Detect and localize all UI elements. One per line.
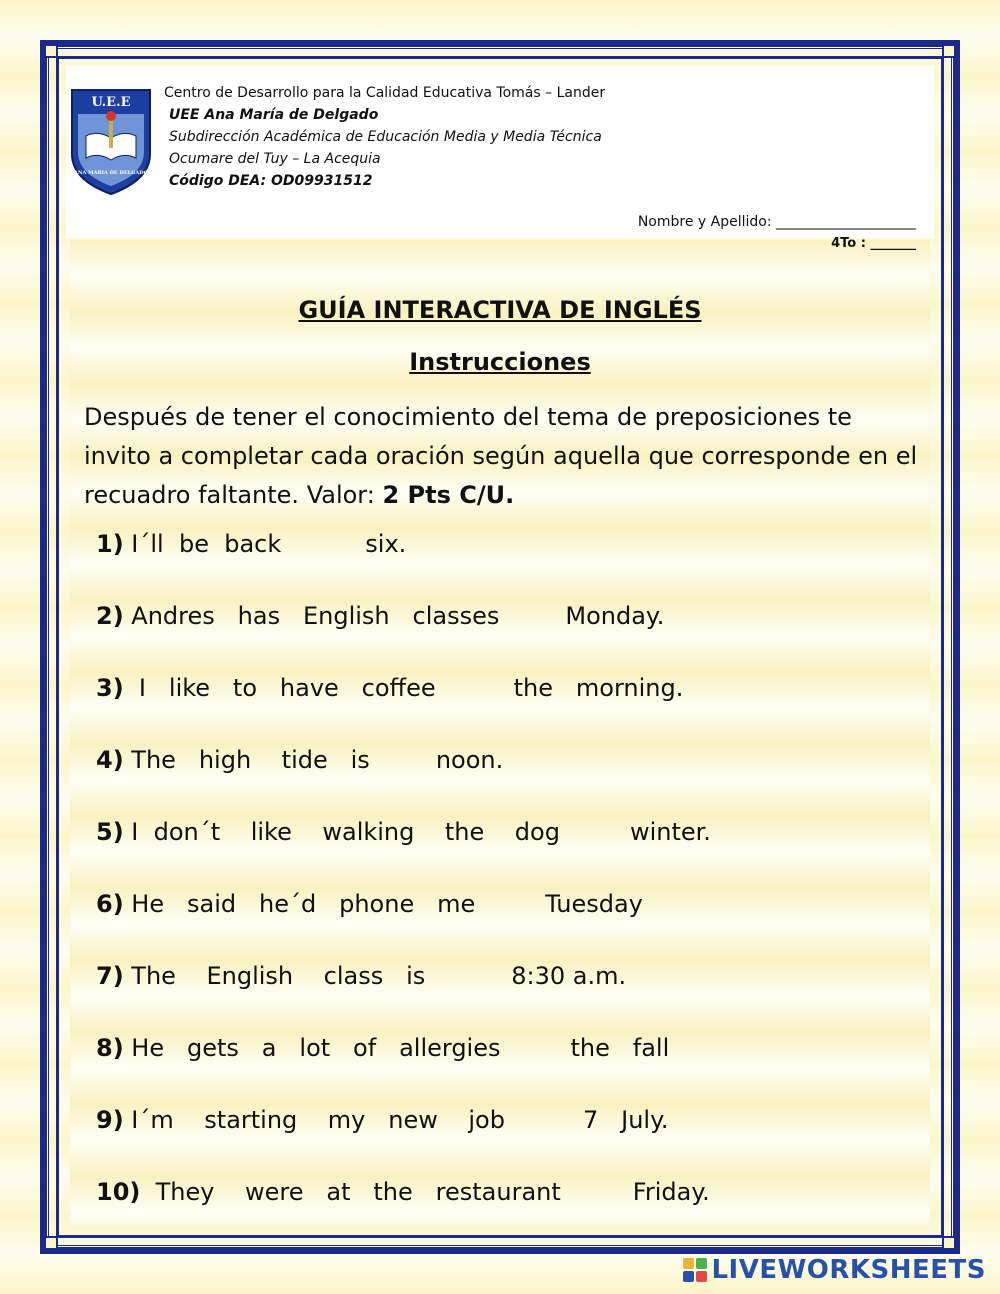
school-name: UEE Ana María de Delgado bbox=[169, 107, 379, 123]
question-text-after: Friday. bbox=[632, 1178, 710, 1206]
question-text-after: six. bbox=[365, 530, 407, 558]
answer-input[interactable] bbox=[475, 892, 545, 918]
answer-input[interactable] bbox=[560, 820, 630, 846]
question-text-before: They were at the restaurant bbox=[140, 1178, 561, 1206]
answer-input[interactable] bbox=[370, 748, 436, 774]
school-location: Ocumare del Tuy – La Acequia bbox=[169, 151, 381, 167]
brand-footer bbox=[683, 1254, 986, 1286]
question-text-before: He gets a lot of allergies bbox=[123, 1034, 501, 1062]
question-number: 6) bbox=[96, 890, 124, 918]
logo-school-name: ANA MARIA DE DELGADO bbox=[74, 170, 148, 176]
question-6 bbox=[96, 890, 643, 918]
question-number: 3) bbox=[96, 674, 124, 702]
question-text-before: Andres has English classes bbox=[123, 602, 500, 630]
question-number: 5) bbox=[96, 818, 124, 846]
question-number: 9) bbox=[96, 1106, 124, 1134]
question-number: 2) bbox=[96, 602, 124, 630]
school-code: Código DEA: OD09931512 bbox=[169, 173, 373, 189]
instructions-text bbox=[84, 398, 920, 515]
question-7 bbox=[96, 962, 626, 990]
school-info bbox=[164, 82, 605, 192]
question-text-before: I don´t like walking the dog bbox=[123, 818, 560, 846]
border-corner bbox=[44, 44, 58, 58]
question-4 bbox=[96, 746, 503, 774]
school-logo bbox=[68, 84, 154, 196]
question-text-after: Monday. bbox=[565, 602, 665, 630]
question-text-after: the fall bbox=[570, 1034, 670, 1062]
worksheet-area bbox=[70, 240, 930, 1225]
question-2 bbox=[96, 602, 664, 630]
question-number: 8) bbox=[96, 1034, 124, 1062]
student-name-field: Nombre y Apellido: ____________________ bbox=[637, 214, 916, 230]
question-1 bbox=[96, 530, 406, 558]
question-9 bbox=[96, 1106, 669, 1134]
question-number: 1) bbox=[96, 530, 124, 558]
answer-input[interactable] bbox=[501, 1036, 571, 1062]
question-3 bbox=[96, 674, 683, 702]
question-number: 4) bbox=[96, 746, 124, 774]
instructions-heading: Instrucciones bbox=[409, 348, 591, 376]
answer-input[interactable] bbox=[505, 1108, 583, 1134]
border-corner bbox=[942, 44, 956, 58]
instructions-value: 2 Pts C/U. bbox=[382, 481, 515, 509]
question-10 bbox=[96, 1178, 710, 1206]
border-corner bbox=[942, 1236, 956, 1250]
question-text-after: 7 July. bbox=[582, 1106, 669, 1134]
school-center: Centro de Desarrollo para la Calidad Educativa Tomás – Lander bbox=[164, 85, 606, 101]
question-5 bbox=[96, 818, 711, 846]
page-title: GUÍA INTERACTIVA DE INGLÉS bbox=[298, 296, 702, 324]
answer-input[interactable] bbox=[499, 604, 565, 630]
question-8 bbox=[96, 1034, 669, 1062]
answer-input[interactable] bbox=[561, 1180, 633, 1206]
liveworksheets-icon bbox=[683, 1258, 707, 1282]
brand-name: LIVEWORKSHEETS bbox=[711, 1255, 986, 1285]
question-text-before: He said he´d phone me bbox=[123, 890, 476, 918]
question-text-after: Tuesday bbox=[545, 890, 643, 918]
question-text-after: the morning. bbox=[513, 674, 684, 702]
question-number: 7) bbox=[96, 962, 124, 990]
question-text-after: winter. bbox=[629, 818, 711, 846]
answer-input[interactable] bbox=[436, 676, 514, 702]
question-text-after: noon. bbox=[435, 746, 504, 774]
border-corner bbox=[44, 1236, 58, 1250]
question-text-before: I like to have coffee bbox=[123, 674, 436, 702]
answer-input[interactable] bbox=[281, 532, 365, 558]
instructions-body: Después de tener el conocimiento del tema de preposiciones te invito a completar cada oración según aquella que corresponde en el recuadro faltante. Valor: bbox=[84, 403, 918, 509]
school-department: Subdirección Académica de Educación Media y Media Técnica bbox=[169, 129, 602, 145]
answer-input[interactable] bbox=[425, 964, 511, 990]
question-text-before: The high tide is bbox=[123, 746, 370, 774]
question-text-before: The English class is bbox=[123, 962, 426, 990]
question-text-before: I´ll be back bbox=[123, 530, 282, 558]
question-number: 10) bbox=[96, 1178, 141, 1206]
logo-acronym: U.E.E bbox=[91, 95, 131, 110]
question-text-after: 8:30 a.m. bbox=[511, 962, 627, 990]
student-grade-field: 4To : _______ bbox=[831, 236, 916, 251]
question-text-before: I´m starting my new job bbox=[123, 1106, 505, 1134]
